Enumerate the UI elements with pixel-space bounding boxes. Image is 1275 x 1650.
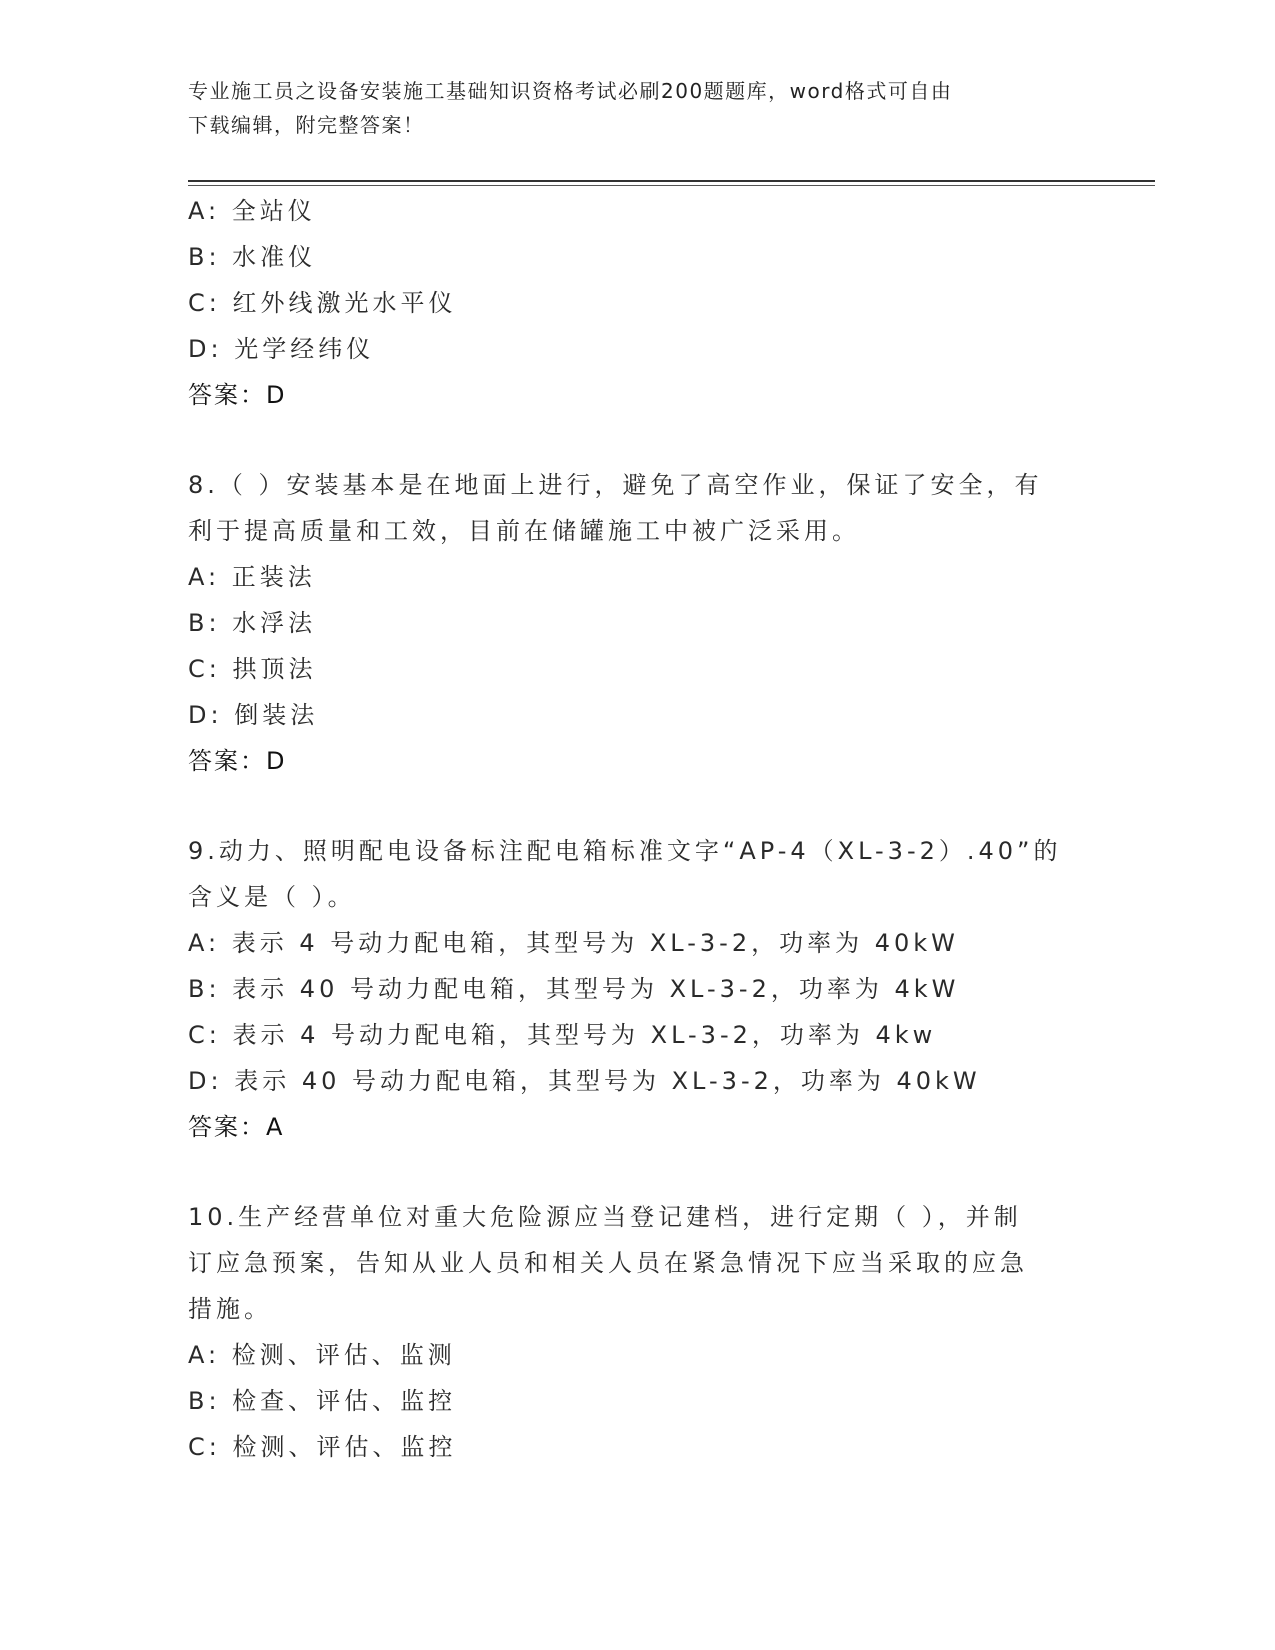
question-8 [188,462,1088,784]
spacer [188,418,1088,462]
spacer [188,1150,1088,1194]
question-stem-line: 9.动力、照明配电设备标注配电箱标准文字“AP-4（XL-3-2）.40”的 [188,837,1062,865]
question-stem-line: 8.（ ）安装基本是在地面上进行，避免了高空作业，保证了安全，有 [188,471,1043,499]
option-d: D: 表示 40 号动力配电箱，其型号为 XL-3-2，功率为 40kW [188,1067,981,1095]
option-c: C: 检测、评估、监控 [188,1433,457,1461]
question-9 [188,828,1088,1150]
option-a: A: 检测、评估、监测 [188,1341,456,1369]
question-10 [188,1194,1088,1470]
option-d: D: 光学经纬仪 [188,335,375,363]
option-c: C: 红外线激光水平仪 [188,289,457,317]
header-rule-thin [188,185,1155,186]
answer: 答案：D [188,747,287,775]
option-c: C: 拱顶法 [188,655,317,683]
question-list [188,188,1088,1470]
option-a: A: 全站仪 [188,197,316,225]
question-stem-line: 措施。 [188,1295,272,1323]
option-b: B: 检查、评估、监控 [188,1387,457,1415]
question-stem-line: 10.生产经营单位对重大危险源应当登记建档，进行定期（ ），并制 [188,1203,1022,1231]
question-7-continued [188,188,1088,418]
answer: 答案：D [188,381,287,409]
question-stem-line: 含义是（ ）。 [188,883,356,911]
option-c: C: 表示 4 号动力配电箱，其型号为 XL-3-2，功率为 4kw [188,1021,937,1049]
header-line-1: 专业施工员之设备安装施工基础知识资格考试必刷200题题库，word格式可自由 [188,79,953,103]
spacer [188,784,1088,828]
option-d: D: 倒装法 [188,701,319,729]
option-b: B: 水准仪 [188,243,317,271]
answer: 答案：A [188,1113,285,1141]
document-header [188,74,1088,142]
question-stem-line: 利于提高质量和工效，目前在储罐施工中被广泛采用。 [188,517,860,545]
option-b: B: 表示 40 号动力配电箱，其型号为 XL-3-2，功率为 4kW [188,975,960,1003]
header-line-2: 下载编辑，附完整答案！ [188,113,425,137]
header-rule-thick [188,180,1155,182]
option-a: A: 正装法 [188,563,316,591]
option-b: B: 水浮法 [188,609,317,637]
option-a: A: 表示 4 号动力配电箱，其型号为 XL-3-2，功率为 40kW [188,929,959,957]
question-stem-line: 订应急预案，告知从业人员和相关人员在紧急情况下应当采取的应急 [188,1249,1028,1277]
